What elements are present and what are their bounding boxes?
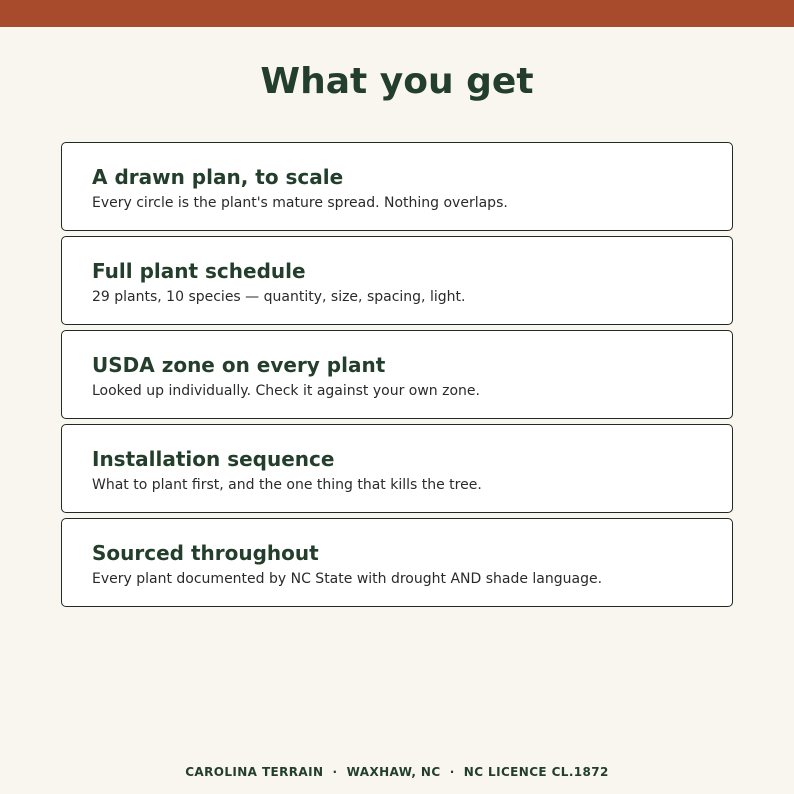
feature-card-title: Sourced throughout bbox=[92, 541, 319, 565]
feature-card-title: USDA zone on every plant bbox=[92, 353, 386, 377]
feature-card-description: 29 plants, 10 species — quantity, size, spacing, light. bbox=[92, 289, 466, 305]
top-accent-bar bbox=[0, 0, 794, 27]
feature-card-title: A drawn plan, to scale bbox=[92, 165, 344, 189]
feature-card-schedule bbox=[61, 236, 733, 325]
feature-list bbox=[61, 142, 733, 612]
feature-card-description: What to plant first, and the one thing that kills the tree. bbox=[92, 477, 482, 493]
feature-card-usda-zone bbox=[61, 330, 733, 419]
page-title: What you get bbox=[260, 61, 534, 102]
feature-card-description: Every plant documented by NC State with drought AND shade language. bbox=[92, 571, 603, 587]
feature-card-installation bbox=[61, 424, 733, 513]
feature-card-sourced bbox=[61, 518, 733, 607]
feature-card-plan bbox=[61, 142, 733, 231]
feature-card-description: Every circle is the plant's mature spread. Nothing overlaps. bbox=[92, 195, 508, 211]
feature-card-title: Full plant schedule bbox=[92, 259, 306, 283]
footer-company-info: CAROLINA TERRAIN · WAXHAW, NC · NC LICENCE CL.1872 bbox=[185, 765, 609, 779]
feature-card-title: Installation sequence bbox=[92, 447, 335, 471]
feature-card-description: Looked up individually. Check it against your own zone. bbox=[92, 383, 480, 399]
